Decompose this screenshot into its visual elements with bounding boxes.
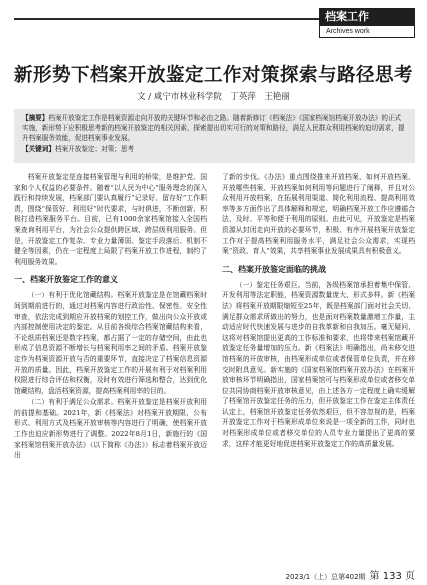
paragraph <box>14 290 207 396</box>
article-author: 文 / 咸宁市林业科学院 丁英萍 王艳丽 <box>137 92 290 102</box>
keywords-label: 【关键词】 <box>22 144 55 153</box>
article-title: 新形势下档案开放鉴定工作对策探索与路径思考 <box>13 65 413 86</box>
subheading: （一）鉴定任务艰巨。 <box>235 280 305 289</box>
keywords <box>22 144 407 154</box>
keywords-text: 档案开放鉴定；对策；思考 <box>54 144 135 153</box>
section-heading: 二、档案开放鉴定面临的挑战 <box>222 264 326 274</box>
abstract-box <box>14 109 415 163</box>
column-tag <box>319 8 415 38</box>
paragraph: 档案开放鉴定是连接档案管理与利用的桥梁，是维护党、国家和个人权益的必要条件。随着“以人民为中心”服务理念的深入践行和持续发展，档案部门要认真履行“记录好、留存好”工作职责，围绕“保管好、利用好”时代要求，与时俱进，不断创新，积极打造档案服务平台。目前，已有1000余家档案馆接入全国档案查询利用平台，为社会公众提供跨区域、跨层级利用服务。但是，开放鉴定工作复杂、专业力量薄弱、鉴定手段落后、机制不健全等因素，仍在一定程度上局限了档案开放工作进程，制约了利用服务效果。 <box>14 173 207 266</box>
right-column <box>222 172 415 450</box>
left-column <box>14 172 207 462</box>
abstract <box>22 113 407 144</box>
paragraph <box>14 397 207 461</box>
issue-info: 2023/1（上）总第402期 <box>285 573 366 581</box>
paragraph <box>222 280 415 450</box>
subheading: （一）有利于优化馆藏结构。 <box>27 291 118 300</box>
subheading: （二）有利于满足公众需求。 <box>27 398 118 407</box>
abstract-label: 【摘要】 <box>22 114 49 122</box>
paragraph-text: 档案开放鉴定是档案开放利用的前提和基础。2021年，新《档案法》对档案开放期限、公布形式、利用方式及档案开放审核等内容进行了明确，使档案开放工作也迫应新形势进行了调整。2022年8月1日，新施行的《国家档案馆档案开放办法》（以下简称《办法》）标志着档案开放迈出 <box>14 398 208 460</box>
section-heading: 一、档案开放鉴定工作的意义 <box>14 275 118 285</box>
page-footer <box>286 567 415 582</box>
column-tag-en: Archives work <box>319 26 415 38</box>
page-number: 第 133 页 <box>369 571 415 582</box>
abstract-text: 档案开放鉴定工作是档案资源走向开放的关键环节和必由之路。随着新修订《档案法》《国家档案馆档案开放办法》的正式实施，新形势下应积极思考新的档案开放鉴定的相关因素，探索提出切实可行的对策和路径，满足人民群众利用档案的迫切需求，提升档案服务效能，促进档案事业发展。 <box>22 114 405 143</box>
paragraph-text: 档案开放鉴定是在馆藏档案时间到期前进行的，通过对档案内容进行政治性、保密性、安全性审查，依法完成到期应开放档案的划控工作，做出向公众开放或内部控制使用决定的鉴定。从目前各级综合档案馆藏结构来看，不论纸质档案还是数字档案，都占据了一定的存储空间，由此也形成了信息资源不断增长与档案利用率之间的矛盾。档案开放鉴定作为档案资源开放与否的重要环节，直接决定了档案信息资源开放的质量。因此，档案开放鉴定工作的开展有利于对档案利用权限进行综合评估和权衡，及时有效进行筛选和整合，达到优化馆藏结构，盘活档案资源，提高档案利用率的目的。 <box>14 291 208 395</box>
paragraph-text: 当前，各级档案馆承担着集中保管、开发利用等法定职能，档案资源数量庞大、形式多样。新《档案法》将档案开放期限缩短至25年，既是档案部门面对社会关切、满足群众需求所做出的努力，也是面对档案数量激增工作量，主动适应时代快速发展与进步的自我革新和自我加压。毫无疑问，这将对档案馆提出更高的工作标准和要求，也将带来档案馆藏开放鉴定任务量增加的压力。新《档案法》明确指出，尚未移交进馆档案的开放审核，由档案形成单位或者保管单位负责，并在移交时附具意见。新实施的《国家档案馆档案开放办法》在档案开放审核环节明确指出，国家档案馆可与档案形成单位或者移交单位共同协商档案开放审核意见，由上述各方一定程度上确实缓解了档案馆开放鉴定任务的压力，但开放鉴定工作在鉴定主体责任认定上，档案馆开放鉴定任务依然艰巨，但不容忽视的是，档案开放鉴定工作对于档案形成单位来说是一项全新的工作，同时也对档案形成单位或者移交单位的人员专业力量提出了更高的要求，这样才能更好地促进档案开放鉴定工作的高质量发展。 <box>222 280 416 448</box>
column-tag-cn: 档案工作 <box>319 8 415 26</box>
paragraph: 了新的步伐。《办法》重点围绕推来开放档案、如何开放档案、开放哪些档案、开放档案如何利用等问题进行了阐释，并且对公众利用开放档案，在拓展利用渠道、简化利用流程、提高利用效率等多方面作出了具体解释和规定，明确档案开放工作应遵循合法、及时、平等和便于利用的原则。由此可见，开放鉴定是档案资源从封闭走向开放的必要环节，积极、有序开展档案开放鉴定工作对于提高档案利用服务水平，满足社会公众需求，实现档案“资政、育人”效果，共享档案事业发展成果具有积极意义。 <box>222 173 415 256</box>
